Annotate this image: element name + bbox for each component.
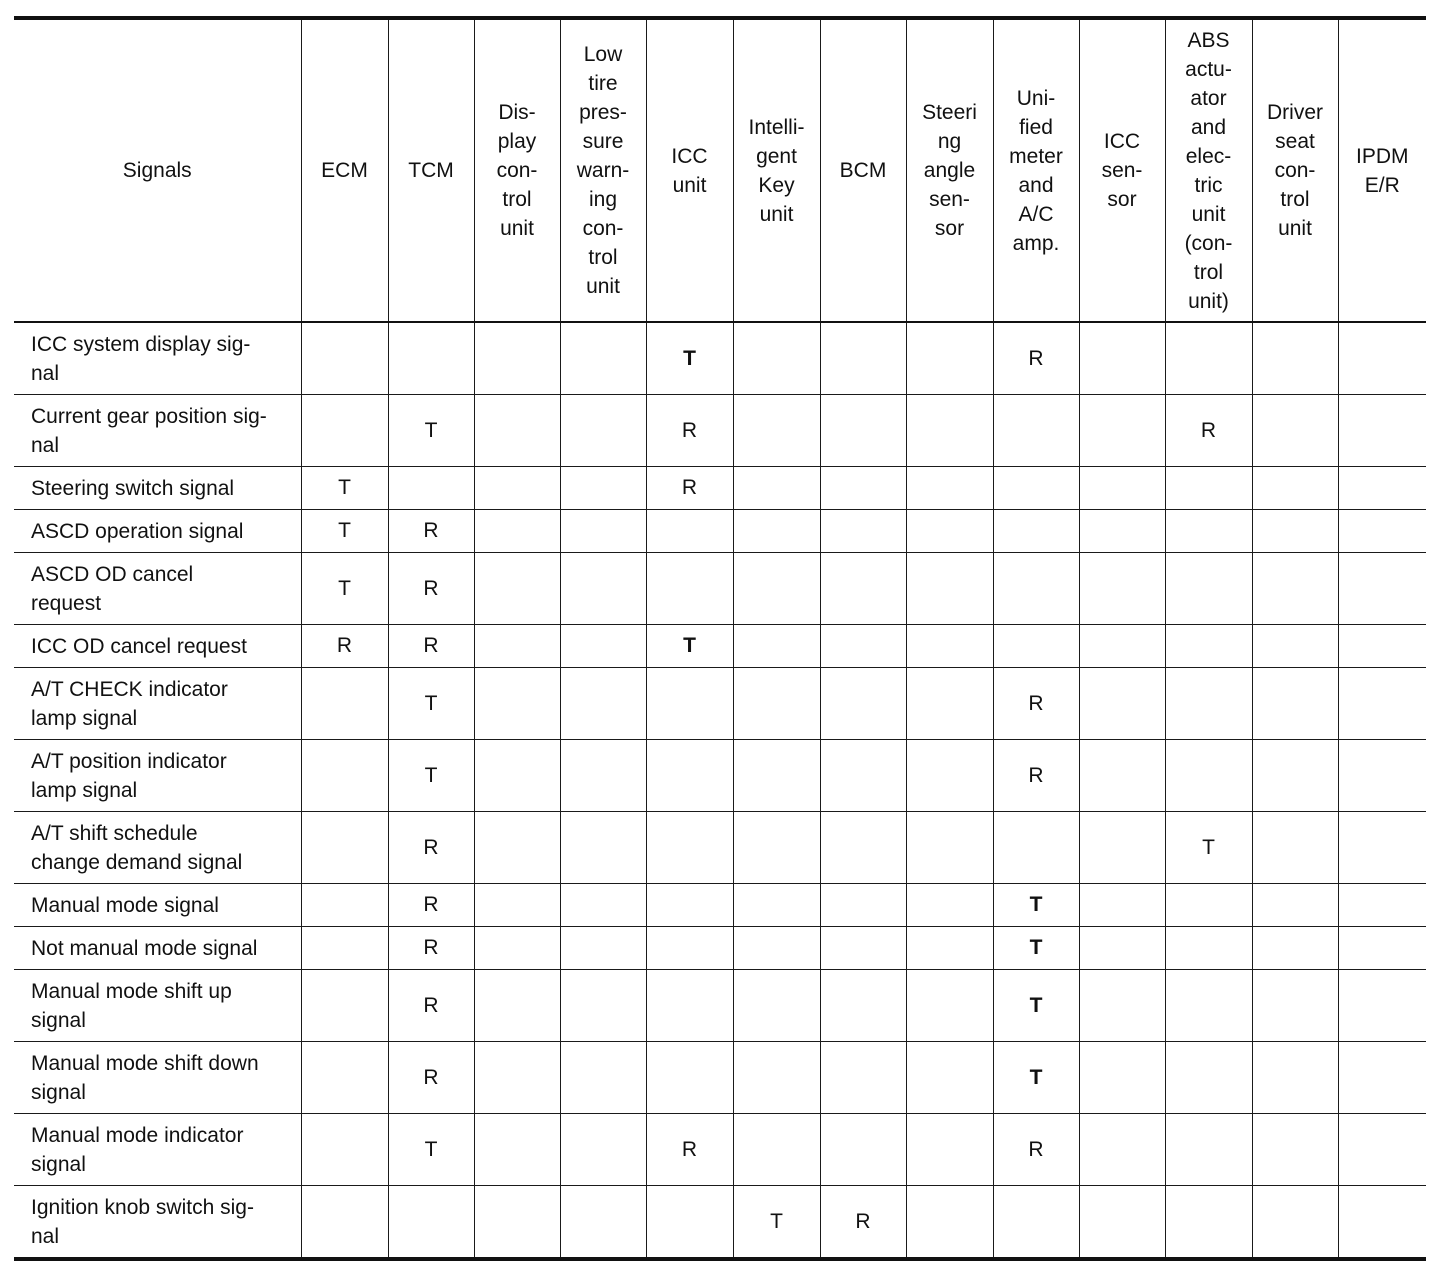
- signal-cell-display-control-unit: [474, 1042, 560, 1114]
- signal-cell-abs-actuator-and-electric-unit: R: [1165, 395, 1252, 467]
- signal-cell-ecm: [301, 322, 388, 395]
- signal-cell-icc-unit: [646, 740, 733, 812]
- signal-cell-abs-actuator-and-electric-unit: [1165, 1186, 1252, 1260]
- signal-cell-steering-angle-sensor: [906, 395, 993, 467]
- signal-cell-icc-sensor: [1079, 625, 1165, 668]
- column-header-ecm: ECM: [301, 18, 388, 322]
- signal-cell-tcm: T: [388, 740, 474, 812]
- signal-cell-tcm: R: [388, 1042, 474, 1114]
- signal-cell-icc-sensor: [1079, 668, 1165, 740]
- signal-cell-intelligent-key-unit: [733, 1114, 820, 1186]
- signal-cell-ipdm-er: [1338, 1042, 1426, 1114]
- table-body: [14, 322, 1426, 1259]
- signal-cell-steering-angle-sensor: [906, 884, 993, 927]
- column-header-steering-angle-sensor: Steeri ng angle sen- sor: [906, 18, 993, 322]
- signal-cell-display-control-unit: [474, 1114, 560, 1186]
- signal-cell-tcm: R: [388, 927, 474, 970]
- signal-cell-tcm: R: [388, 510, 474, 553]
- signal-cell-display-control-unit: [474, 467, 560, 510]
- signal-cell-bcm: [820, 553, 906, 625]
- signal-cell-bcm: [820, 668, 906, 740]
- signal-cell-ipdm-er: [1338, 1114, 1426, 1186]
- signal-cell-icc-sensor: [1079, 395, 1165, 467]
- signal-cell-ipdm-er: [1338, 668, 1426, 740]
- signal-cell-icc-sensor: [1079, 1042, 1165, 1114]
- signal-cell-driver-seat-control-unit: [1252, 510, 1338, 553]
- signal-cell-ecm: [301, 970, 388, 1042]
- signal-cell-icc-sensor: [1079, 553, 1165, 625]
- signal-cell-display-control-unit: [474, 510, 560, 553]
- signal-cell-intelligent-key-unit: T: [733, 1186, 820, 1260]
- signal-cell-ipdm-er: [1338, 553, 1426, 625]
- signal-name-cell: Steering switch signal: [14, 467, 301, 510]
- signal-cell-display-control-unit: [474, 970, 560, 1042]
- signal-cell-ecm: [301, 395, 388, 467]
- signal-cell-icc-sensor: [1079, 970, 1165, 1042]
- signal-cell-ipdm-er: [1338, 395, 1426, 467]
- signal-cell-display-control-unit: [474, 668, 560, 740]
- signal-cell-bcm: [820, 467, 906, 510]
- signal-cell-low-tire-pressure-warning-control-unit: [560, 322, 646, 395]
- signal-cell-abs-actuator-and-electric-unit: T: [1165, 812, 1252, 884]
- signal-cell-icc-sensor: [1079, 510, 1165, 553]
- header-row: [14, 18, 1426, 322]
- signal-cell-abs-actuator-and-electric-unit: [1165, 510, 1252, 553]
- signal-cell-bcm: [820, 927, 906, 970]
- signal-cell-icc-unit: [646, 927, 733, 970]
- signal-name-cell: ASCD operation signal: [14, 510, 301, 553]
- signal-cell-icc-unit: [646, 1186, 733, 1260]
- signal-cell-driver-seat-control-unit: [1252, 625, 1338, 668]
- signal-cell-intelligent-key-unit: [733, 927, 820, 970]
- signal-cell-display-control-unit: [474, 625, 560, 668]
- signal-cell-ipdm-er: [1338, 1186, 1426, 1260]
- signal-cell-low-tire-pressure-warning-control-unit: [560, 510, 646, 553]
- signal-cell-driver-seat-control-unit: [1252, 927, 1338, 970]
- signal-cell-icc-unit: R: [646, 467, 733, 510]
- signal-cell-low-tire-pressure-warning-control-unit: [560, 740, 646, 812]
- signal-cell-abs-actuator-and-electric-unit: [1165, 884, 1252, 927]
- signal-name-cell: Manual mode indicator signal: [14, 1114, 301, 1186]
- signal-cell-display-control-unit: [474, 884, 560, 927]
- signal-cell-unified-meter-and-ac-amp: R: [993, 668, 1079, 740]
- signal-cell-bcm: [820, 970, 906, 1042]
- signal-cell-unified-meter-and-ac-amp: T: [993, 927, 1079, 970]
- signal-cell-steering-angle-sensor: [906, 970, 993, 1042]
- signal-cell-tcm: [388, 322, 474, 395]
- signal-cell-ecm: [301, 668, 388, 740]
- signal-table: [14, 16, 1426, 1261]
- signal-cell-steering-angle-sensor: [906, 625, 993, 668]
- signal-cell-tcm: T: [388, 395, 474, 467]
- signal-cell-ipdm-er: [1338, 322, 1426, 395]
- signal-cell-unified-meter-and-ac-amp: R: [993, 322, 1079, 395]
- signal-cell-driver-seat-control-unit: [1252, 668, 1338, 740]
- signal-cell-tcm: R: [388, 970, 474, 1042]
- signal-cell-intelligent-key-unit: [733, 884, 820, 927]
- signal-name-cell: Manual mode signal: [14, 884, 301, 927]
- signal-cell-steering-angle-sensor: [906, 1186, 993, 1260]
- signal-cell-ecm: [301, 927, 388, 970]
- signal-cell-icc-sensor: [1079, 1186, 1165, 1260]
- signal-cell-bcm: [820, 625, 906, 668]
- signal-cell-ecm: [301, 1042, 388, 1114]
- signal-cell-intelligent-key-unit: [733, 395, 820, 467]
- signal-cell-bcm: [820, 395, 906, 467]
- signal-cell-icc-sensor: [1079, 740, 1165, 812]
- signal-cell-intelligent-key-unit: [733, 467, 820, 510]
- column-header-driver-seat-control-unit: Driver seat con- trol unit: [1252, 18, 1338, 322]
- signal-cell-unified-meter-and-ac-amp: [993, 510, 1079, 553]
- signal-cell-driver-seat-control-unit: [1252, 395, 1338, 467]
- signal-cell-ecm: R: [301, 625, 388, 668]
- signal-cell-ipdm-er: [1338, 884, 1426, 927]
- signal-cell-low-tire-pressure-warning-control-unit: [560, 884, 646, 927]
- signal-cell-bcm: [820, 510, 906, 553]
- column-header-unified-meter-and-ac-amp: Uni- fied meter and A/C amp.: [993, 18, 1079, 322]
- signal-cell-steering-angle-sensor: [906, 812, 993, 884]
- signal-cell-icc-sensor: [1079, 467, 1165, 510]
- signal-cell-ecm: [301, 1114, 388, 1186]
- signal-cell-intelligent-key-unit: [733, 740, 820, 812]
- signal-cell-icc-unit: R: [646, 1114, 733, 1186]
- column-header-tcm: TCM: [388, 18, 474, 322]
- signal-cell-low-tire-pressure-warning-control-unit: [560, 625, 646, 668]
- column-header-icc-sensor: ICC sen- sor: [1079, 18, 1165, 322]
- signal-name-cell: Ignition knob switch sig- nal: [14, 1186, 301, 1260]
- signal-cell-ecm: [301, 1186, 388, 1260]
- signal-cell-tcm: R: [388, 812, 474, 884]
- signal-cell-unified-meter-and-ac-amp: R: [993, 740, 1079, 812]
- signal-cell-icc-unit: [646, 668, 733, 740]
- column-header-icc-unit: ICC unit: [646, 18, 733, 322]
- signal-cell-bcm: [820, 1114, 906, 1186]
- signal-cell-abs-actuator-and-electric-unit: [1165, 322, 1252, 395]
- column-header-intelligent-key-unit: Intelli- gent Key unit: [733, 18, 820, 322]
- signal-cell-steering-angle-sensor: [906, 553, 993, 625]
- column-header-bcm: BCM: [820, 18, 906, 322]
- signal-cell-ecm: [301, 812, 388, 884]
- signal-cell-tcm: T: [388, 668, 474, 740]
- signal-cell-low-tire-pressure-warning-control-unit: [560, 553, 646, 625]
- signal-cell-steering-angle-sensor: [906, 510, 993, 553]
- signal-cell-ipdm-er: [1338, 812, 1426, 884]
- signal-cell-unified-meter-and-ac-amp: [993, 812, 1079, 884]
- signal-cell-driver-seat-control-unit: [1252, 812, 1338, 884]
- signal-cell-driver-seat-control-unit: [1252, 1114, 1338, 1186]
- signal-cell-abs-actuator-and-electric-unit: [1165, 625, 1252, 668]
- signal-cell-ecm: T: [301, 510, 388, 553]
- signal-cell-unified-meter-and-ac-amp: [993, 395, 1079, 467]
- signal-cell-unified-meter-and-ac-amp: [993, 467, 1079, 510]
- signal-name-cell: Not manual mode signal: [14, 927, 301, 970]
- signal-name-cell: A/T CHECK indicator lamp signal: [14, 668, 301, 740]
- signal-cell-icc-sensor: [1079, 927, 1165, 970]
- signal-cell-abs-actuator-and-electric-unit: [1165, 1114, 1252, 1186]
- signal-cell-unified-meter-and-ac-amp: [993, 1186, 1079, 1260]
- signal-cell-driver-seat-control-unit: [1252, 1042, 1338, 1114]
- signal-cell-display-control-unit: [474, 322, 560, 395]
- signal-cell-tcm: [388, 1186, 474, 1260]
- signal-cell-ipdm-er: [1338, 927, 1426, 970]
- signal-cell-icc-sensor: [1079, 812, 1165, 884]
- signal-cell-driver-seat-control-unit: [1252, 970, 1338, 1042]
- signal-cell-ecm: T: [301, 467, 388, 510]
- signal-cell-icc-unit: [646, 1042, 733, 1114]
- signal-cell-steering-angle-sensor: [906, 927, 993, 970]
- signal-cell-unified-meter-and-ac-amp: T: [993, 970, 1079, 1042]
- signal-cell-display-control-unit: [474, 1186, 560, 1260]
- signal-cell-unified-meter-and-ac-amp: T: [993, 884, 1079, 927]
- signal-cell-bcm: [820, 812, 906, 884]
- signal-name-cell: Current gear position sig- nal: [14, 395, 301, 467]
- signal-cell-abs-actuator-and-electric-unit: [1165, 740, 1252, 812]
- signal-cell-low-tire-pressure-warning-control-unit: [560, 927, 646, 970]
- table-row: [14, 884, 1426, 927]
- signal-cell-icc-unit: [646, 884, 733, 927]
- signal-cell-abs-actuator-and-electric-unit: [1165, 467, 1252, 510]
- signal-cell-icc-unit: [646, 553, 733, 625]
- signal-cell-icc-unit: R: [646, 395, 733, 467]
- table-row: [14, 1114, 1426, 1186]
- signal-cell-bcm: R: [820, 1186, 906, 1260]
- column-header-abs-actuator-and-electric-unit: ABS actu- ator and elec- tric unit (con- trol unit): [1165, 18, 1252, 322]
- signal-cell-icc-sensor: [1079, 322, 1165, 395]
- signal-cell-icc-sensor: [1079, 884, 1165, 927]
- table-row: [14, 812, 1426, 884]
- signal-table-sheet: [14, 16, 1426, 1261]
- signal-cell-display-control-unit: [474, 740, 560, 812]
- signal-cell-driver-seat-control-unit: [1252, 467, 1338, 510]
- signal-cell-low-tire-pressure-warning-control-unit: [560, 467, 646, 510]
- signal-cell-tcm: R: [388, 553, 474, 625]
- signal-cell-tcm: R: [388, 884, 474, 927]
- signal-cell-icc-unit: [646, 970, 733, 1042]
- signal-cell-driver-seat-control-unit: [1252, 884, 1338, 927]
- signal-cell-display-control-unit: [474, 812, 560, 884]
- signal-cell-driver-seat-control-unit: [1252, 1186, 1338, 1260]
- signal-cell-steering-angle-sensor: [906, 740, 993, 812]
- signal-cell-abs-actuator-and-electric-unit: [1165, 668, 1252, 740]
- signal-cell-ecm: [301, 740, 388, 812]
- signal-cell-display-control-unit: [474, 553, 560, 625]
- signal-cell-bcm: [820, 884, 906, 927]
- signal-name-cell: A/T position indicator lamp signal: [14, 740, 301, 812]
- signal-cell-ipdm-er: [1338, 740, 1426, 812]
- signal-cell-intelligent-key-unit: [733, 970, 820, 1042]
- signal-cell-intelligent-key-unit: [733, 668, 820, 740]
- signal-cell-icc-unit: [646, 812, 733, 884]
- signal-cell-unified-meter-and-ac-amp: R: [993, 1114, 1079, 1186]
- signal-name-cell: Manual mode shift up signal: [14, 970, 301, 1042]
- signal-name-cell: Manual mode shift down signal: [14, 1042, 301, 1114]
- table-row: [14, 927, 1426, 970]
- column-header-signals: Signals: [14, 18, 301, 322]
- signal-cell-icc-unit: T: [646, 322, 733, 395]
- signal-name-cell: ASCD OD cancel request: [14, 553, 301, 625]
- signal-cell-icc-unit: T: [646, 625, 733, 668]
- signal-cell-tcm: R: [388, 625, 474, 668]
- signal-cell-driver-seat-control-unit: [1252, 322, 1338, 395]
- signal-cell-low-tire-pressure-warning-control-unit: [560, 1186, 646, 1260]
- signal-cell-intelligent-key-unit: [733, 553, 820, 625]
- signal-cell-ecm: T: [301, 553, 388, 625]
- signal-cell-tcm: [388, 467, 474, 510]
- signal-cell-abs-actuator-and-electric-unit: [1165, 553, 1252, 625]
- signal-cell-intelligent-key-unit: [733, 510, 820, 553]
- signal-cell-driver-seat-control-unit: [1252, 553, 1338, 625]
- signal-cell-unified-meter-and-ac-amp: [993, 553, 1079, 625]
- signal-cell-ecm: [301, 884, 388, 927]
- table-row: [14, 625, 1426, 668]
- column-header-ipdm-er: IPDM E/R: [1338, 18, 1426, 322]
- column-header-low-tire-pressure-warning-control-unit: Low tire pres- sure warn- ing con- trol unit: [560, 18, 646, 322]
- signal-cell-low-tire-pressure-warning-control-unit: [560, 970, 646, 1042]
- signal-cell-abs-actuator-and-electric-unit: [1165, 927, 1252, 970]
- table-row: [14, 322, 1426, 395]
- signal-cell-steering-angle-sensor: [906, 1042, 993, 1114]
- signal-cell-steering-angle-sensor: [906, 1114, 993, 1186]
- table-row: [14, 740, 1426, 812]
- signal-cell-abs-actuator-and-electric-unit: [1165, 1042, 1252, 1114]
- signal-name-cell: ICC OD cancel request: [14, 625, 301, 668]
- signal-cell-intelligent-key-unit: [733, 625, 820, 668]
- signal-cell-ipdm-er: [1338, 467, 1426, 510]
- signal-cell-low-tire-pressure-warning-control-unit: [560, 668, 646, 740]
- signal-name-cell: ICC system display sig- nal: [14, 322, 301, 395]
- signal-cell-intelligent-key-unit: [733, 812, 820, 884]
- signal-cell-tcm: T: [388, 1114, 474, 1186]
- signal-cell-intelligent-key-unit: [733, 322, 820, 395]
- signal-cell-bcm: [820, 322, 906, 395]
- signal-cell-driver-seat-control-unit: [1252, 740, 1338, 812]
- signal-cell-intelligent-key-unit: [733, 1042, 820, 1114]
- signal-cell-ipdm-er: [1338, 970, 1426, 1042]
- signal-cell-icc-sensor: [1079, 1114, 1165, 1186]
- table-row: [14, 1042, 1426, 1114]
- signal-cell-bcm: [820, 740, 906, 812]
- table-row: [14, 553, 1426, 625]
- signal-cell-unified-meter-and-ac-amp: T: [993, 1042, 1079, 1114]
- signal-cell-low-tire-pressure-warning-control-unit: [560, 1114, 646, 1186]
- signal-cell-abs-actuator-and-electric-unit: [1165, 970, 1252, 1042]
- signal-cell-low-tire-pressure-warning-control-unit: [560, 1042, 646, 1114]
- signal-cell-steering-angle-sensor: [906, 668, 993, 740]
- table-row: [14, 510, 1426, 553]
- signal-cell-display-control-unit: [474, 395, 560, 467]
- signal-cell-steering-angle-sensor: [906, 322, 993, 395]
- signal-cell-low-tire-pressure-warning-control-unit: [560, 395, 646, 467]
- signal-cell-unified-meter-and-ac-amp: [993, 625, 1079, 668]
- signal-name-cell: A/T shift schedule change demand signal: [14, 812, 301, 884]
- signal-cell-ipdm-er: [1338, 625, 1426, 668]
- table-row: [14, 395, 1426, 467]
- table-row: [14, 1186, 1426, 1260]
- table-row: [14, 668, 1426, 740]
- table-row: [14, 970, 1426, 1042]
- signal-cell-icc-unit: [646, 510, 733, 553]
- signal-cell-low-tire-pressure-warning-control-unit: [560, 812, 646, 884]
- signal-cell-bcm: [820, 1042, 906, 1114]
- table-row: [14, 467, 1426, 510]
- column-header-display-control-unit: Dis- play con- trol unit: [474, 18, 560, 322]
- signal-cell-ipdm-er: [1338, 510, 1426, 553]
- signal-cell-steering-angle-sensor: [906, 467, 993, 510]
- signal-cell-display-control-unit: [474, 927, 560, 970]
